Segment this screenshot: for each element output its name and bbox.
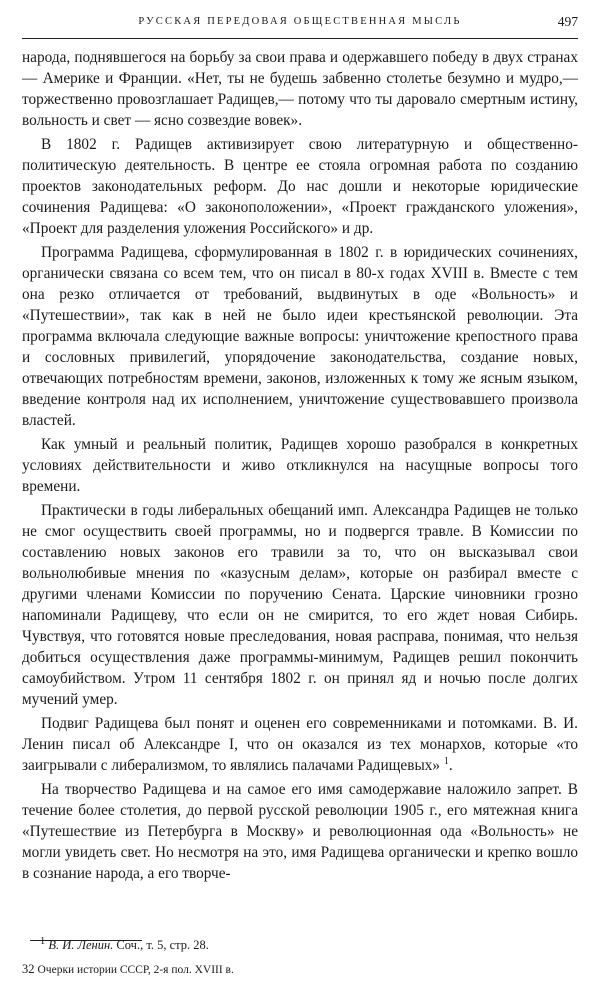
- signature-number: 32: [22, 962, 35, 976]
- paragraph-7: На творчество Радищева и на самое его имя самодержавие наложило запрет. В течение более столетия, до первой русской революции 1905 г., его мятежная книга «Путешествие из Петербурга в Москву» и революционная ода «Вольность» не могли увидеть свет. Но несмотря на это, имя Радищева органически и крепко вошло в сознание народа, а его творче-: [22, 781, 578, 882]
- paragraph-6-text: Подвиг Радищева был понят и оценен его современниками и потомками. В. И. Ленин писал об Александре I, что он оказался из тех монархов, которые «то заигрывали с либерализмом, то являлись палачами Радищевых»: [22, 715, 578, 774]
- paragraph-1: народа, поднявшегося на борьбу за свои права и одержавшего победу в двух странах — Америке и Франции. «Нет, ты не будешь забвенно столетье безумно и мудро,— торжественно провозглашает Радищев,— потому что ты даровало смертным истину, вольность и свет — ясно созвездие вовек».: [22, 49, 578, 129]
- footnote-citation: Соч., т. 5, стр. 28.: [116, 938, 209, 953]
- paragraph-2: В 1802 г. Радищев активизирует свою литературную и общественно-политическую деятельность. В центре ее стояла огромная работа по созданию проектов законодательных реформ. До нас дошли и некоторые юридические сочинения Радищева: «О законоположении», «Проект гражданского уложения», «Проект для разделения уложения Российского» и др.: [22, 136, 578, 237]
- paragraph-5: Практически в годы либеральных обещаний имп. Александра Радищев не только не смог осуществить своей программы, но и подвергся травле. В Комиссии по составлению новых законов его травили за то, что он высказывал свои вольнолюбивые мнения по «казусным делам», которые он разбирал вместе с другими членами Комиссии по поручению Сената. Царские чиновники грозно напоминали Радищеву, что если он не смирится, то его ждет новая Сибирь. Чувствуя, что готовятся новые преследования, новая расправа, понимая, что нельзя добиться осуществления даже программы-минимум, Радищев решил покончить самоубийством. Утром 11 сентября 1802 г. он принял яд и ночью после долгих мучений умер.: [22, 502, 578, 708]
- signature-text: Очерки истории СССР, 2-я пол. XVIII в.: [37, 964, 234, 976]
- footnote: [40, 934, 578, 953]
- paragraph-6: Подвиг Радищева был понят и оценен его современниками и потомками. В. И. Ленин писал об Александре I, что он оказался из тех монархов, которые «то заигрывали с либерализмом, то являлись палачами Радищевых» $^1$.: [22, 715, 578, 774]
- body-text: [22, 47, 578, 887]
- footnote-author: В. И. Ленин.: [48, 938, 114, 953]
- page-number: 497: [557, 14, 578, 29]
- footnote-marker: 1: [40, 936, 46, 947]
- paragraph-4: Как умный и реальный политик, Радищев хорошо разобрался в конкретных условиях действительности и живо откликнулся на насущные вопросы того времени.: [22, 436, 578, 495]
- footnote-reference: 1: [443, 755, 449, 767]
- printer-signature: [22, 961, 578, 978]
- paragraph-3: Программа Радищева, сформулированная в 1802 г. в юридических сочинениях, органически связана со всем тем, что он писал в 80-х годах XVIII в. Вместе с тем она резко отличается от требований, выдвинутых в оде «Вольность» и «Путешествии», так как в ней не было идеи крестьянской революции. Эта программа включала следующие важные вопросы: уничтожение крепостного права и сословных привилегий, упорядочение законодательства, создание новых, отвечающих потребностям времени, законов, изложенных к тому же ясным языком, введение контроля над их исполнением, уничтожение существовавшего произвола властей.: [22, 244, 578, 429]
- running-head: [22, 14, 578, 39]
- running-title: РУССКАЯ ПЕРЕДОВАЯ ОБЩЕСТВЕННАЯ МЫСЛЬ: [138, 16, 462, 27]
